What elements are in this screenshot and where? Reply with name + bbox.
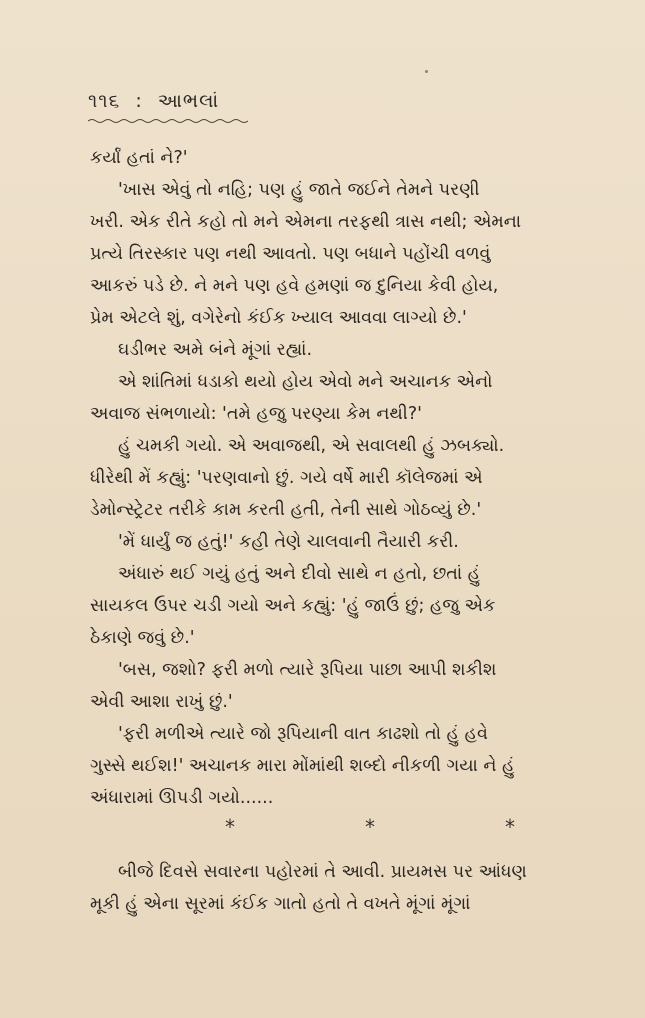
running-header xyxy=(88,90,219,112)
text-line: બીજે દિવસે સવારના પહોરમાં તે આવી. પ્રાયમસ પર આંધણ xyxy=(118,862,527,882)
asterisk: * xyxy=(365,815,375,839)
section-break xyxy=(0,815,645,845)
text-line: 'ખાસ એવું તો નહિ; પણ હું જાતે જઈને તેમને પરણી xyxy=(118,180,480,200)
text-line: પ્રત્યે તિરસ્કાર પણ નથી આવતો. પણ બધાને પહોંચી વળવું xyxy=(90,244,491,264)
text-line: અંધારું થઈ ગયું હતું અને દીવો સાથે ન હતો, છતાં હું xyxy=(118,564,481,584)
text-line: ગુસ્સે થઈશ!' અચાનક મારા મોંમાંથી શબ્દો નીકળી ગયા ને હું xyxy=(90,756,515,776)
text-line: હું ચમકી ગયો. એ અવાજથી, એ સવાલથી હું ઝબક્યો. xyxy=(118,436,505,456)
text-line: ઠેકાણે જવું છે.' xyxy=(90,628,195,648)
ink-speck xyxy=(425,70,428,73)
text-line: કર્યાં હતાં ને?' xyxy=(90,148,188,168)
text-line: મૂકી હું એના સૂરમાં કંઈક ગાતો હતો તે વખતે મૂંગાં મૂંગાં xyxy=(90,894,471,914)
text-line: એ શાંતિમાં ધડાકો થયો હોય એવો મને અચાનક એનો xyxy=(118,372,493,392)
header-separator: : xyxy=(135,90,143,112)
text-line: આકરું પડે છે. ને મને પણ હવે હમણાં જ દુનિયા કેવી હોય, xyxy=(90,276,499,296)
page-number: ૧૧૬ xyxy=(88,90,121,112)
text-line: ડેમોન્સ્ટ્રેટર તરીકે કામ કરતી હતી, તેની સાથે ગોઠવ્યું છે.' xyxy=(90,500,482,520)
book-title: આભલાં xyxy=(157,90,220,112)
text-line: ખરી. એક રીતે કહો તો મને એમના તરફથી ત્રાસ નથી; એમના xyxy=(90,212,522,232)
asterisk: * xyxy=(225,815,235,839)
text-line: એવી આશા રાખું છું.' xyxy=(90,692,233,712)
text-line: અવાજ સંભળાયો: 'તમે હજુ પરણ્યા કેમ નથી?' xyxy=(90,404,422,424)
text-line: અંધારામાં ઊપડી ગયો...... xyxy=(90,788,274,808)
text-line: ધીરેથી મેં કહ્યું: 'પરણવાનો છું. ગયે વર્ષે મારી કૉલેજમાં એ xyxy=(90,468,483,488)
header-wavy-rule xyxy=(88,118,248,124)
text-line: 'ફરી મળીએ ત્યારે જો રૂપિયાની વાત કાઢશો તો હું હવે xyxy=(118,724,488,744)
text-line: સાયકલ ઉપર ચડી ગયો અને કહ્યું: 'હું જાઉં છું; હજુ એક xyxy=(90,596,496,616)
asterisk: * xyxy=(505,815,515,839)
text-line: 'મેં ધાર્યું જ હતું!' કહી તેણે ચાલવાની તૈયારી કરી. xyxy=(118,532,459,552)
text-line: પ્રેમ એટલે શું, વગેરેનો કંઈક ખ્યાલ આવવા લાગ્યો છે.' xyxy=(90,308,467,328)
text-line: ઘડીભર અમે બંને મૂંગાં રહ્યાં. xyxy=(118,340,313,360)
text-line: 'બસ, જશો? ફરી મળો ત્યારે રૂપિયા પાછા આપી શકીશ xyxy=(118,660,497,680)
